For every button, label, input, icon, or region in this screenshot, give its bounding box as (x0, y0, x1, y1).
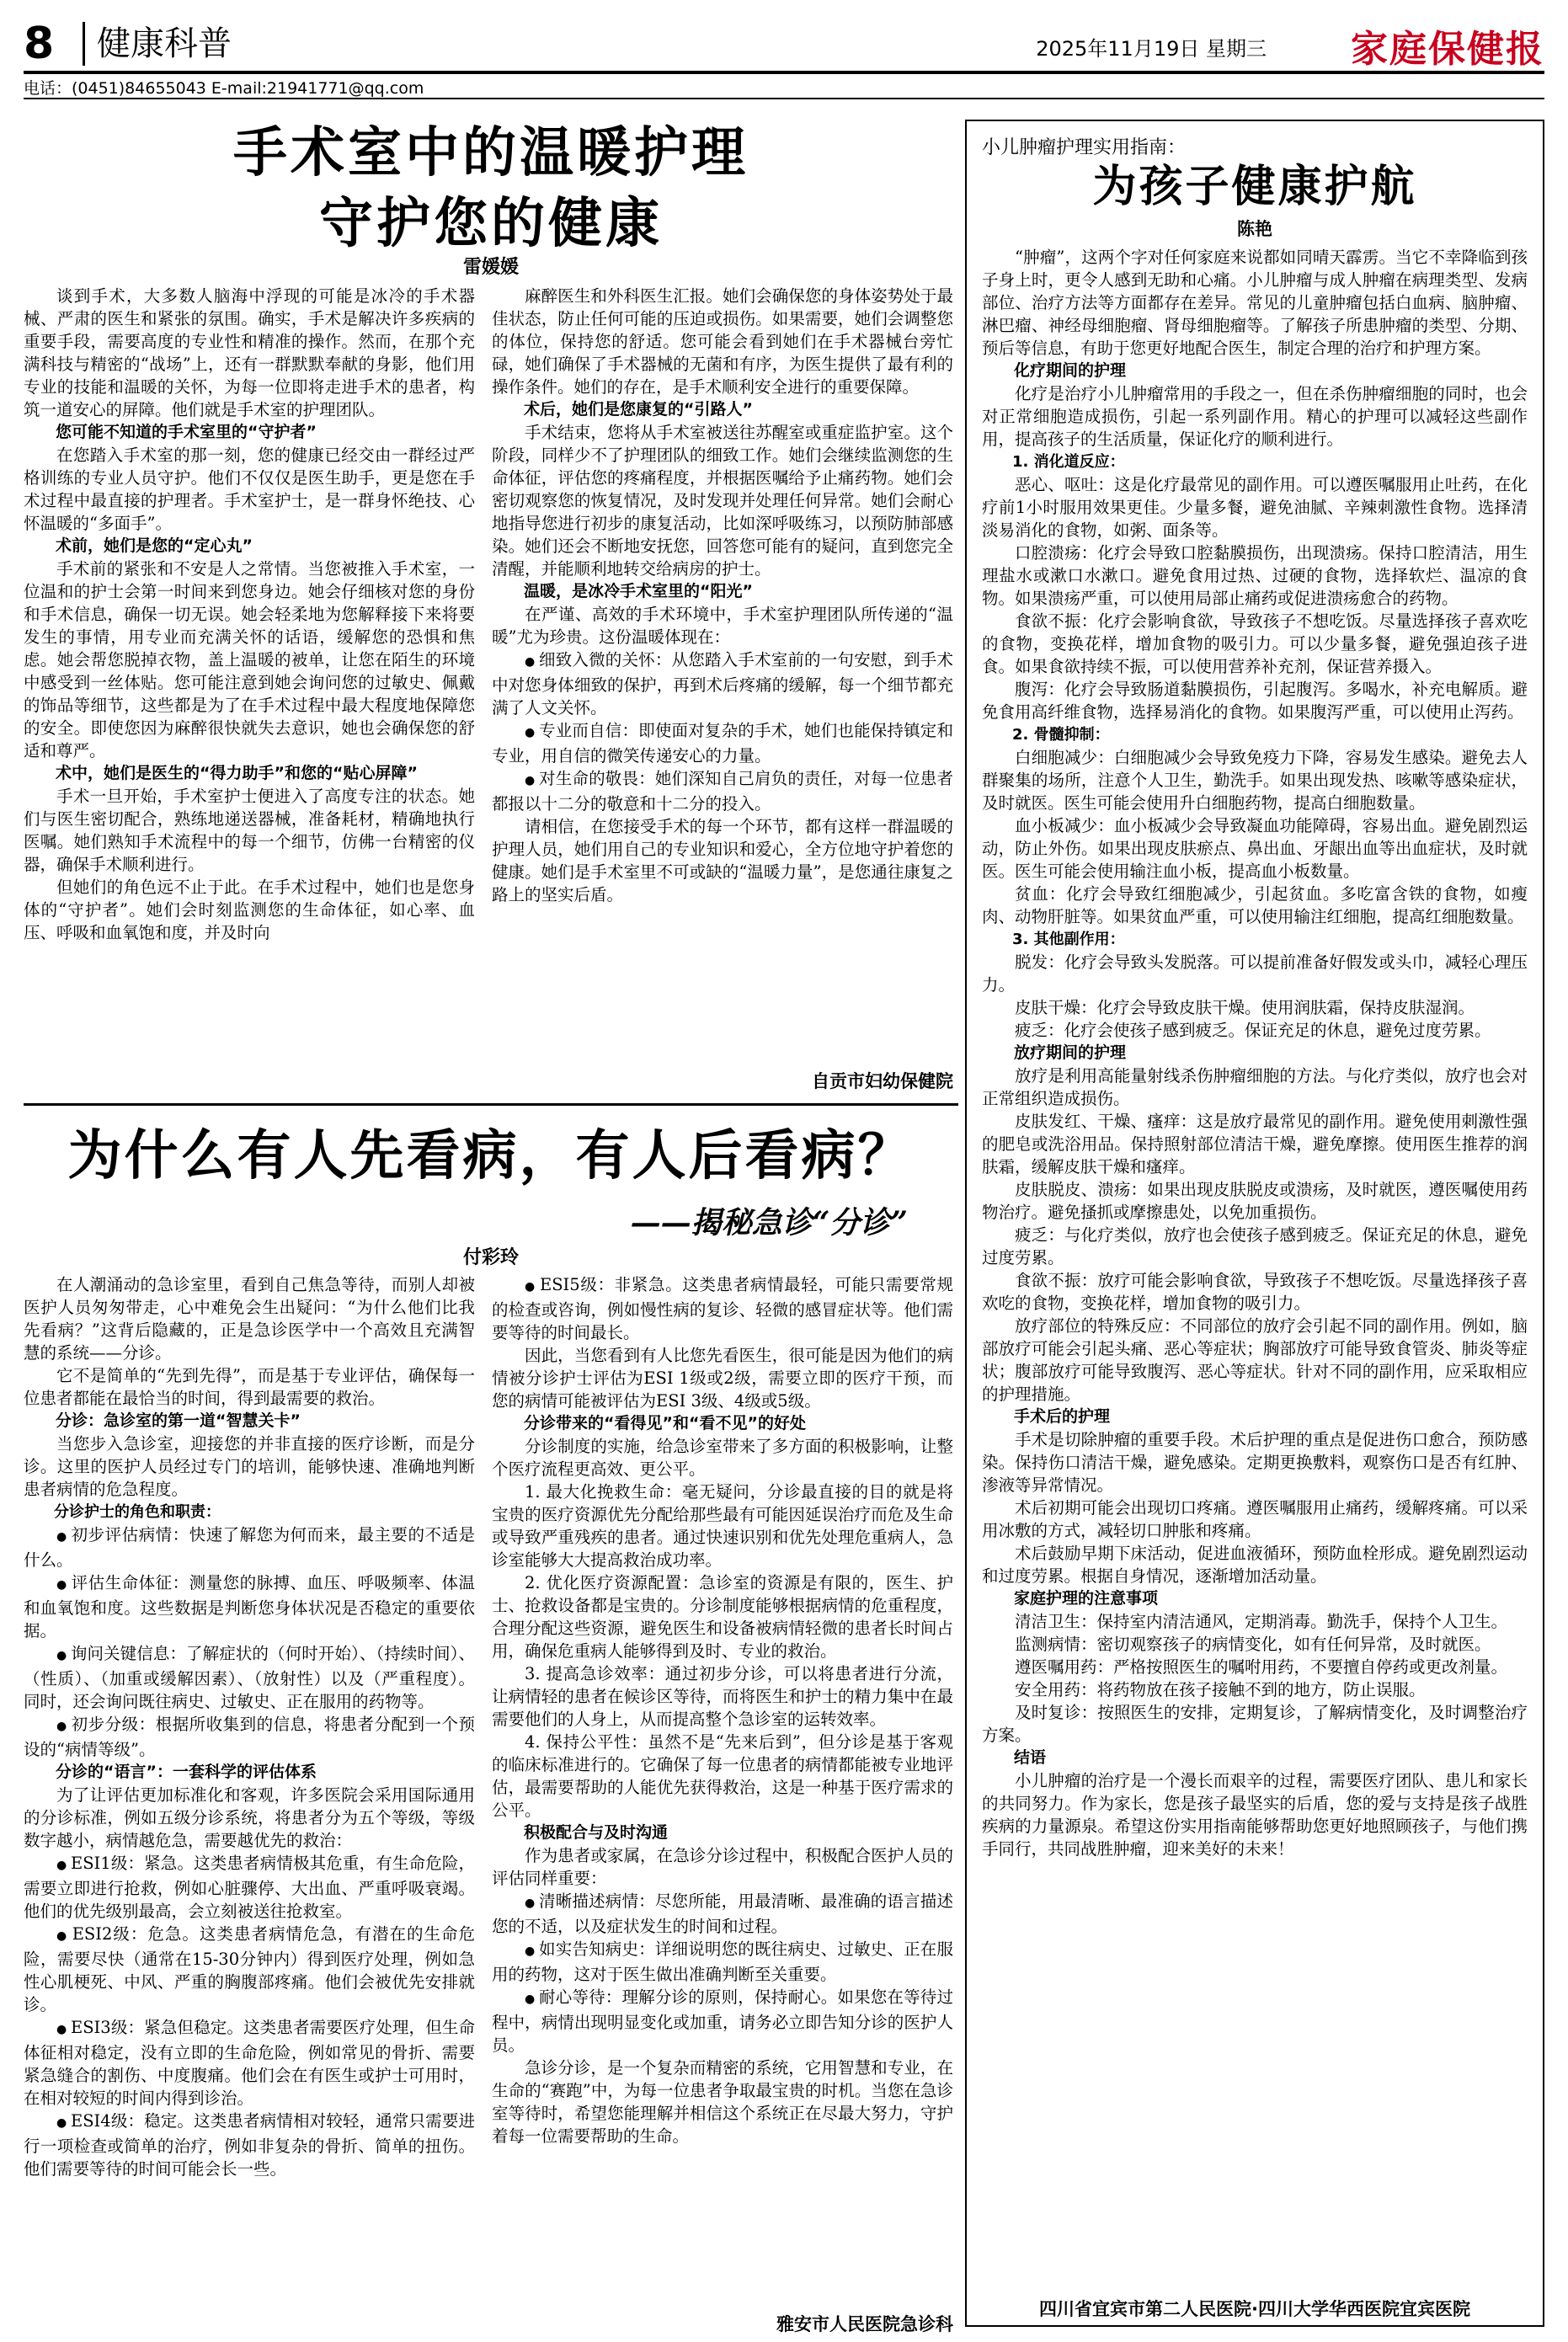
subheading: 您可能不知道的手术室里的“守护者” (56, 423, 317, 441)
subheading: 分诊带来的“看得见”和“看不见”的好处 (524, 1414, 806, 1432)
article3-organization: 四川省宜宾市第二人民医院·四川大学华西医院宜宾医院 (1039, 2299, 1470, 2319)
subheading: 积极配合与及时沟通 (524, 1823, 669, 1842)
article2-author: 付彩玲 (462, 1247, 519, 1268)
subheading: 手术后的护理 (1014, 1407, 1111, 1426)
paragraph: 食欲不振：放疗可能会影响食欲，导致孩子不想吃饭。尽量选择孩子喜欢吃的食物，变换花样，增加食物的吸引力。 (982, 1271, 1528, 1313)
masthead (24, 17, 1544, 71)
bullet-paragraph: ● 评估生命体征：测量您的脉搏、血压、呼吸频率、体温和血氧饱和度。这些数据是判断您身体状况是否稳定的重要依据。 (24, 1571, 475, 1642)
paragraph: 安全用药：将药物放在孩子接触不到的地方，防止误服。 (1015, 1680, 1426, 1699)
subheading: 温暖，是冰冷手术室里的“阳光” (524, 582, 753, 600)
article3-title: 为孩子健康护航 (1092, 161, 1417, 212)
paragraph: 手术是切除肿瘤的重要手段。术后护理的重点是促进伤口愈合，预防感染。保持伤口清洁干燥，避免感染。定期更换敷料，观察伤口是否有红肿、渗液等异常情况。 (982, 1430, 1528, 1495)
list-heading: 3. 其他副作用： (1012, 931, 1125, 948)
bullet-paragraph: ● 清晰描述病情：尽您所能，用最清晰、最准确的语言描述您的不适，以及症状发生的时间和过程。 (492, 1890, 953, 1938)
article1-title (24, 118, 958, 259)
article1-organization: 自贡市妇幼保健院 (812, 1071, 953, 1091)
bullet-paragraph: ● 细致入微的关怀：从您踏入手术室前的一句安慰，到手术中对您身体细致的保护，再到术后疼痛的缓解，每一个细节都充满了人文关怀。 (492, 648, 953, 719)
bullet-paragraph: ● 对生命的敬畏：她们深知自己肩负的责任，对每一位患者都报以十二分的敬意和十二分的投入。 (492, 767, 953, 815)
paragraph: 1. 最大化挽救生命：毫无疑问，分诊最直接的目的就是将宝贵的医疗资源优先分配给那些最有可能因延误治疗而危及生命或导致严重残疾的患者。通过快速识别和优先处理危重病人，急诊室能够大大提高救治成功率。 (492, 1482, 953, 1570)
paragraph: 谈到手术，大多数人脑海中浮现的可能是冰冷的手术器械、严肃的医生和紧张的氛围。确实，手术是解决许多疾病的重要手段，需要高度的专业性和精准的操作。然而，在那个充满科技与精密的“战场”上，还有一群默默奉献的身影，他们用专业的技能和温暖的关怀，为每一位即将走进手术的患者，构筑一道安心的屏障。他们就是手术室的护理团队。 (24, 286, 475, 419)
list-heading: 2. 骨髓抑制： (1012, 726, 1110, 744)
paragraph: 在严谨、高效的手术环境中，手术室护理团队所传递的“温暖”尤为珍贵。这份温暖体现在： (492, 605, 953, 647)
masthead-rule (24, 71, 1544, 74)
subheading: 术后，她们是您康复的“引路人” (524, 400, 753, 419)
paragraph: 分诊制度的实施，给急诊室带来了多方面的积极影响，让整个医疗流程更高效、更公平。 (492, 1437, 953, 1479)
paragraph: 作为患者或家属，在急诊分诊过程中，积极配合医护人员的评估同样重要： (492, 1846, 953, 1888)
paragraph: 请相信，在您接受手术的每一个环节，都有这样一群温暖的护理人员，她们用自己的专业知识和爱心，全方位地守护着您的健康。她们是手术室里不可或缺的“温暖力量”，是您通往康复之路上的坚实后盾。 (492, 817, 953, 904)
article3-author: 陈艳 (1237, 219, 1272, 239)
subheading: 术中，她们是医生的“得力助手”和您的“贴心屏障” (56, 764, 418, 782)
subheading: 家庭护理的注意事项 (1014, 1589, 1159, 1608)
bullet-paragraph: ● 专业而自信：即使面对复杂的手术，她们也能保持镇定和专业，用自信的微笑传递安心的力量。 (492, 719, 953, 767)
contact-rule (24, 98, 1544, 99)
paragraph: 放疗是利用高能量射线杀伤肿瘤细胞的方法。与化疗类似，放疗也会对正常组织造成损伤。 (982, 1066, 1528, 1108)
paragraph: 贫血：化疗会导致红细胞减少，引起贫血。多吃富含铁的食物，如瘦肉、动物肝脏等。如果贫血严重，可以使用输注红细胞，提高红细胞数量。 (982, 884, 1528, 926)
bullet-paragraph: ● ESI1级：紧急。这类患者病情极其危重，有生命危险，需要立即进行抢救，例如心脏骤停、大出血、严重呼吸衰竭。他们的优先级别最高，会立刻被送往抢救室。 (24, 1852, 475, 1923)
paragraph: 腹泻：化疗会导致肠道黏膜损伤，引起腹泻。多喝水，补充电解质。避免食用高纤维食物，选择易消化的食物。如果腹泻严重，可以使用止泻药。 (982, 680, 1528, 722)
paragraph: 但她们的角色远不止于此。在手术过程中，她们也是您身体的“守护者”。她们会时刻监测您的生命体征，如心率、血压、呼吸和血氧饱和度，并及时向 (24, 878, 475, 942)
article2-title: 为什么有人先看病，有人后看病？ (67, 1124, 915, 1187)
subheading: 结语 (1014, 1748, 1047, 1767)
paragraph: 监测病情：密切观察孩子的病情变化，如有任何异常，及时就医。 (1015, 1635, 1491, 1654)
contact-info: 电话：(0451)84655043 E-mail:21941771@qq.com (24, 79, 424, 98)
paragraph: 麻醉医生和外科医生汇报。她们会确保您的身体姿势处于最佳状态，防止任何可能的压迫或损伤。如果需要，她们会调整您的体位，保持您的舒适。您可能会看到她们在手术器械台旁忙碌，她们确保了手术器械的无菌和有序，为医生提供了最有利的操作条件。她们的存在，是手术顺利安全进行的重要保障。 (492, 286, 953, 397)
paragraph: 在您踏入手术室的那一刻，您的健康已经交由一群经过严格训练的专业人员守护。他们不仅仅是医生助手，更是您在手术过程中最直接的护理者。手术室护士，是一群身怀绝技、心怀温暖的“多面手”。 (24, 445, 475, 533)
paragraph: 清洁卫生：保持室内清洁通风，定期消毒。勤洗手，保持个人卫生。 (1015, 1612, 1508, 1631)
paragraph: 血小板减少：血小板减少会导致凝血功能障碍，容易出血。避免剧烈运动，防止外伤。如果出现皮肤瘀点、鼻出血、牙龈出血等出血症状，及时就医。医生可能会使用输注血小板，提高血小板数量。 (982, 816, 1528, 881)
paragraph: 小儿肿瘤的治疗是一个漫长而艰辛的过程，需要医疗团队、患儿和家长的共同努力。作为家长，您是孩子最坚实的后盾，您的爱与支持是孩子战胜疾病的力量源泉。希望这份实用指南能够帮助您更好地照顾孩子，与他们携手同行，共同战胜肿瘤，迎来美好的未来！ (982, 1771, 1528, 1859)
article1-title-line1: 手术室中的温暖护理 (233, 121, 749, 184)
bullet-paragraph: ● ESI5级：非紧急。这类患者病情最轻，可能只需要常规的检查或咨询，例如慢性病的复诊、轻微的感冒症状等。他们需要等待的时间最长。 (492, 1273, 953, 1344)
paragraph: 在人潮涌动的急诊室里，看到自己焦急等待，而别人却被医护人员匆匆带走，心中难免会生出疑问：“为什么他们比我先看病？”这背后隐藏的，正是急诊医学中一个高效且充满智慧的系统——分诊。 (24, 1275, 475, 1363)
paragraph: 手术前的紧张和不安是人之常情。当您被推入手术室，一位温和的护士会第一时间来到您身边。她会仔细核对您的身份和手术信息，确保一切无误。她会轻柔地为您解释接下来将要发生的事情，用专业而充满关怀的话语，缓解您的恐惧和焦虑。她会帮您脱掉衣物，盖上温暖的被单，让您在陌生的环境中感受到一丝体贴。您可能注意到她会询问您的过敏史、佩戴的饰品等细节，这些都是为了在手术过程中最大程度地保障您的安全。即使您因为麻醉很快就失去意识，她也会确保您的舒适和尊严。 (24, 559, 475, 760)
paragraph: 当您步入急诊室，迎接您的并非直接的医疗诊断，而是分诊。这里的医护人员经过专门的培训，能够快速、准确地判断患者病情的危急程度。 (24, 1434, 475, 1499)
article1-column2 (492, 285, 953, 1064)
paragraph: 皮肤干燥：化疗会导致皮肤干燥。使用润肤霜，保持皮肤湿润。 (1015, 998, 1475, 1017)
article2-column2 (492, 1273, 953, 2307)
list-heading: 1. 消化道反应： (1012, 453, 1125, 471)
bullet-paragraph: ● 询问关键信息：了解症状的（何时开始）、（持续时间）、（性质）、（加重或缓解因素）、（放射性）以及（严重程度）。同时，还会询问既往病史、过敏史、正在服用的药物等。 (24, 1642, 475, 1713)
bullet-paragraph: ● 耐心等待：理解分诊的原则，保持耐心。如果您在等待过程中，病情出现明显变化或加重，请务必立即告知分诊的医护人员。 (492, 1986, 953, 2057)
paragraph: 术后初期可能会出现切口疼痛。遵医嘱服用止痛药，缓解疼痛。可以采用冰敷的方式，减轻切口肿胀和疼痛。 (982, 1498, 1528, 1540)
paragraph: 为了让评估更加标准化和客观，许多医院会采用国际通用的分诊标准，例如五级分诊系统，将患者分为五个等级，等级数字越小，病情越危急，需要越优先的救治： (24, 1785, 475, 1850)
article3-body (982, 246, 1528, 2291)
paragraph: 口腔溃疡：化疗会导致口腔黏膜损伤，出现溃疡。保持口腔清洁，用生理盐水或漱口水漱口。避免食用过热、过硬的食物，选择软烂、温凉的食物。如果溃疡严重，可以使用局部止痛药或促进溃疡愈合的药物。 (982, 543, 1528, 608)
paragraph: 术后鼓励早期下床活动，促进血液循环，预防血栓形成。避免剧烈运动和过度劳累。根据自身情况，逐渐增加活动量。 (982, 1544, 1528, 1586)
subheading: 放疗期间的护理 (1014, 1043, 1127, 1062)
subheading: 分诊：急诊室的第一道“智慧关卡” (56, 1411, 301, 1430)
paragraph: “肿瘤”，这两个字对任何家庭来说都如同晴天霹雳。当它不幸降临到孩子身上时，更令人感到无助和心痛。小儿肿瘤与成人肿瘤在病理类型、发病部位、治疗方法等方面都存在差异。常见的儿童肿瘤包括白血病、脑肿瘤、淋巴瘤、神经母细胞瘤、肾母细胞瘤等。了解孩子所患肿瘤的类型、分期、预后等信息，有助于您更好地配合医生，制定合理的治疗和护理方案。 (982, 248, 1528, 358)
paragraph: 3. 提高急诊效率：通过初步分诊，可以将患者进行分流，让病情轻的患者在候诊区等待，而将医生和护士的精力集中在最需要他们的人身上，从而提高整个急诊室的运转效率。 (492, 1664, 953, 1729)
paragraph: 及时复诊：按照医生的安排，定期复诊，了解病情变化，及时调整治疗方案。 (982, 1703, 1528, 1745)
paragraph: 恶心、呕吐：这是化疗最常见的副作用。可以遵医嘱服用止吐药，在化疗前1小时服用效果更佳。少量多餐，避免油腻、辛辣刺激性食物。选择清淡易消化的食物，如粥、面条等。 (982, 475, 1528, 540)
section-name: 健康科普 (83, 22, 232, 66)
article2-column1 (24, 1273, 475, 2336)
bullet-paragraph: ● ESI2级：危急。这类患者病情危急，有潜在的生命危险，需要尽快（通常在15-30分钟内）得到医疗处理，例如急性心肌梗死、中风、严重的胸腹部疼痛。他们会被优先安排就诊。 (24, 1923, 475, 2016)
paragraph: 白细胞减少：白细胞减少会导致免疫力下降，容易发生感染。避免去人群聚集的场所，注意个人卫生，勤洗手。如果出现发热、咳嗽等感染症状，及时就医。医生可能会使用升白细胞药物，提高白细胞数量。 (982, 748, 1528, 813)
paragraph: 它不是简单的“先到先得”，而是基于专业评估，确保每一位患者都能在最恰当的时间，得到最需要的救治。 (24, 1366, 475, 1408)
article1-author: 雷媛媛 (462, 257, 519, 278)
paragraph: 手术结束，您将从手术室被送往苏醒室或重症监护室。这个阶段，同样少不了护理团队的细致工作。她们会继续监测您的生命体征，评估您的疼痛程度，并根据医嘱给予止痛药物。她们会密切观察您的恢复情况，及时发现并处理任何异常。她们会耐心地指导您进行初步的康复活动，比如深呼吸练习，以预防肺部感染。她们还会不断地安抚您，回答您可能有的疑问，直到您完全清醒，并能顺利地转交给病房的护士。 (492, 423, 953, 579)
bullet-paragraph: ● ESI3级：紧急但稳定。这类患者需要医疗处理，但生命体征相对稳定，没有立即的生命危险，例如常见的骨折、需要紧急缝合的割伤、中度腹痛。他们会在有医生或护士可用时，在相对较短的时间内得到诊治。 (24, 2016, 475, 2110)
article1-title-line2: 守护您的健康 (319, 192, 663, 255)
newspaper-name: 家庭保健报 (1351, 28, 1544, 71)
bullet-paragraph: ● ESI4级：稳定。这类患者病情相对较轻，通常只需要进行一项检查或简单的治疗，例如非复杂的骨折、简单的扭伤。他们需要等待的时间可能会长一些。 (24, 2110, 475, 2180)
subheading: 术前，她们是您的“定心丸” (56, 536, 253, 555)
page-number: 8 (24, 19, 55, 69)
article3-kicker: 小儿肿瘤护理实用指南： (982, 137, 1187, 158)
paragraph: 皮肤脱皮、溃疡：如果出现皮肤脱皮或溃疡，及时就医，遵医嘱使用药物治疗。避免搔抓或摩擦患处，以免加重损伤。 (982, 1180, 1528, 1222)
paragraph: 放疗部位的特殊反应：不同部位的放疗会引起不同的副作用。例如，脑部放疗可能会引起头痛、恶心等症状；胸部放疗可能导致食管炎、肺炎等症状；腹部放疗可能导致腹泻、恶心等症状。针对不同的副作用，应采取相应的护理措施。 (982, 1316, 1528, 1404)
paragraph: 化疗是治疗小儿肿瘤常用的手段之一，但在杀伤肿瘤细胞的同时，也会对正常细胞造成损伤，引起一系列副作用。精心的护理可以减轻这些副作用，提高孩子的生活质量，保证化疗的顺利进行。 (982, 384, 1528, 449)
paragraph: 疲乏：与化疗类似，放疗也会使孩子感到疲乏。保证充足的休息，避免过度劳累。 (982, 1225, 1528, 1267)
article-divider (24, 1103, 958, 1106)
bullet-paragraph: ● 如实告知病史：详细说明您的既往病史、过敏史、正在服用的药物，这对于医生做出准确判断至关重要。 (492, 1938, 953, 1986)
paragraph: 急诊分诊，是一个复杂而精密的系统，它用智慧和专业，在生命的“赛跑”中，为每一位患者争取最宝贵的时机。当您在急诊室等待时，希望您能理解并相信这个系统正在尽最大努力，守护着每一位需要帮助的生命。 (492, 2058, 953, 2146)
paragraph: 食欲不振：化疗会影响食欲，导致孩子不想吃饭。尽量选择孩子喜欢吃的食物，变换花样，增加食物的吸引力。可以少量多餐，避免强迫孩子进食。如果食欲持续不振，可以使用营养补充剂，保证营养摄入。 (982, 611, 1528, 676)
paragraph: 手术一旦开始，手术室护士便进入了高度专注的状态。她们与医生密切配合，熟练地递送器械，准备耗材，精确地执行医嘱。她们熟知手术流程中的每一个细节，仿佛一台精密的仪器，确保手术顺利进行。 (24, 787, 475, 874)
bullet-paragraph: ● 初步评估病情：快速了解您为何而来，最主要的不适是什么。 (24, 1523, 475, 1571)
subheading: 分诊的“语言”：一套科学的评估体系 (56, 1763, 317, 1781)
paragraph: 遵医嘱用药：严格按照医生的嘱咐用药，不要擅自停药或更改剂量。 (1015, 1657, 1508, 1677)
paragraph: 4. 保持公平性：虽然不是“先来后到”，但分诊是基于客观的临床标准进行的。它确保了每一位患者的病情都能被专业地评估，最需要帮助的人能优先获得救治，这是一种基于医疗需求的公平。 (492, 1732, 953, 1820)
issue-date: 2025年11月19日 星期三 (1036, 37, 1267, 61)
paragraph: 皮肤发红、干燥、瘙痒：这是放疗最常见的副作用。避免使用刺激性强的肥皂或洗浴用品。保持照射部位清洁干燥，避免摩擦。使用医生推荐的润肤霜，缓解皮肤干燥和瘙痒。 (982, 1112, 1528, 1176)
bullet-paragraph: ● 初步分级：根据所收集到的信息，将患者分配到一个预设的“病情等级”。 (24, 1713, 475, 1761)
article1-column1 (24, 285, 475, 1064)
paragraph: 2. 优化医疗资源配置：急诊室的资源是有限的，医生、护士、抢救设备都是宝贵的。分诊制度能够根据病情的危重程度，合理分配这些资源，避免医生和设备被病情轻微的患者长时间占用，确保危重病人能够得到及时、专业的救治。 (492, 1573, 953, 1661)
subheading: 化疗期间的护理 (1014, 361, 1127, 380)
article2-organization: 雅安市人民医院急诊科 (776, 2314, 953, 2334)
paragraph: 疲乏：化疗会使孩子感到疲乏。保证充足的休息，避免过度劳累。 (1015, 1021, 1491, 1040)
paragraph: 脱发：化疗会导致头发脱落。可以提前准备好假发或头巾，减轻心理压力。 (982, 952, 1528, 995)
paragraph: 因此，当您看到有人比您先看医生，很可能是因为他们的病情被分诊护士评估为ESI 1级或2级，需要立即的医疗干预，而您的病情可能被评估为ESI 3级、4级或5级。 (492, 1346, 953, 1411)
article2-subtitle: ——揭秘急诊“分诊” (630, 1205, 908, 1240)
list-heading: 分诊护士的角色和职责： (54, 1503, 221, 1521)
